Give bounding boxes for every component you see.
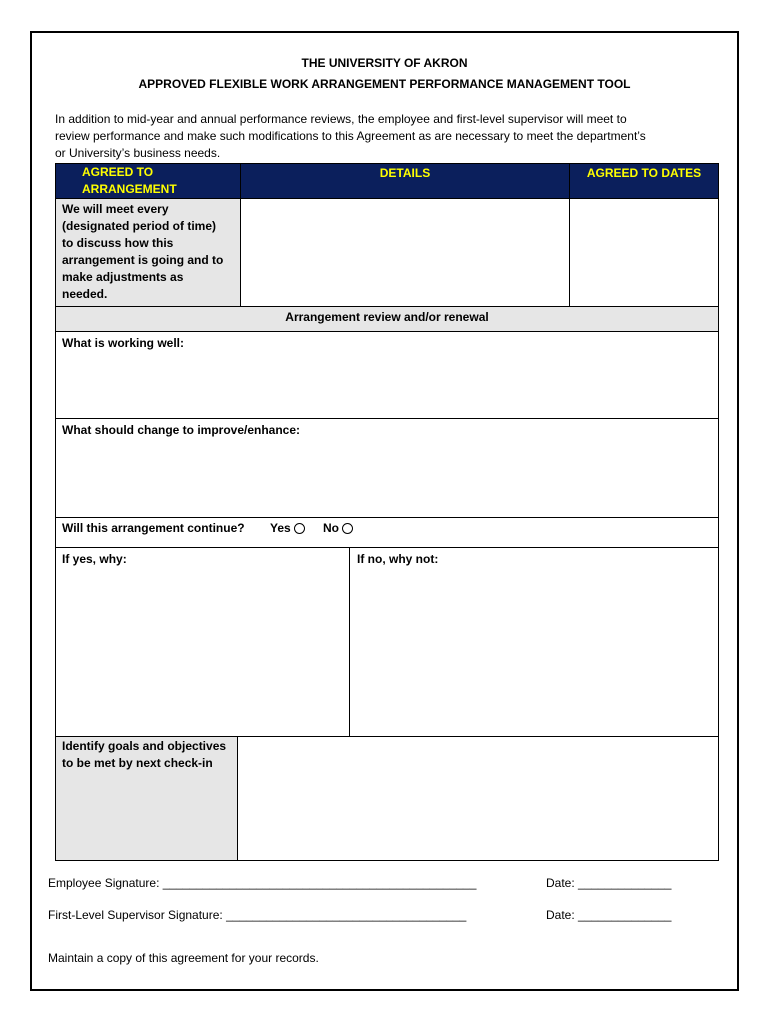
intro-line-1: In addition to mid-year and annual performance reviews, the employee and first-level supervisor will meet to [55,112,627,126]
header-agreed-line2: ARRANGEMENT [82,182,177,196]
if-yes-label: If yes, why: [62,552,127,566]
tool-title: APPROVED FLEXIBLE WORK ARRANGEMENT PERFORMANCE MANAGEMENT TOOL [138,77,631,91]
meet-line-6: needed. [62,287,108,301]
if-no-field[interactable] [349,547,719,737]
working-well-label: What is working well: [62,336,185,350]
working-well-field[interactable] [55,331,719,419]
review-heading-cell [55,306,719,332]
header-agreed-line1: AGREED TO [82,165,154,179]
supervisor-signature-line[interactable]: First-Level Supervisor Signature: ____________________________________ [48,908,467,922]
goals-line-2: to be met by next check-in [62,756,213,770]
meet-line-4: arrangement is going and to [62,253,224,267]
continue-row [55,517,719,548]
employee-signature-line[interactable]: Employee Signature: _______________________________________________ [48,876,477,890]
yes-label: Yes [270,521,291,535]
employee-date-line[interactable]: Date: ______________ [546,876,672,890]
meet-line-5: make adjustments as [62,270,184,284]
meet-line-3: to discuss how this [62,236,174,250]
should-change-field[interactable] [55,418,719,518]
should-change-label: What should change to improve/enhance: [62,423,301,437]
footer-note: Maintain a copy of this agreement for your records. [48,951,319,965]
university-title: THE UNIVERSITY OF AKRON [301,56,468,70]
review-heading: Arrangement review and/or renewal [285,310,489,324]
goals-label-cell [55,736,238,861]
yes-radio[interactable] [294,523,305,534]
details-field[interactable] [240,198,570,307]
continue-question: Will this arrangement continue? [62,521,245,535]
if-no-label: If no, why not: [357,552,439,566]
header-details: DETAILS [379,166,431,180]
intro-line-3: or University’s business needs. [55,146,221,160]
if-yes-field[interactable] [55,547,350,737]
header-dates-cell [569,163,719,199]
supervisor-date-line[interactable]: Date: ______________ [546,908,672,922]
meet-line-2: (designated period of time) [62,219,217,233]
yes-option[interactable] [270,520,305,537]
header-dates: AGREED TO DATES [586,166,702,180]
goals-field[interactable] [237,736,719,861]
goals-line-1: Identify goals and objectives [62,739,227,753]
meet-every-cell [55,198,241,307]
header-agreed-cell [55,163,241,199]
intro-line-2: review performance and make such modifications to this Agreement as are necessary to meet the department’s [55,129,646,143]
agreed-dates-field[interactable] [569,198,719,307]
no-radio[interactable] [342,523,353,534]
no-option[interactable] [323,520,353,537]
meet-line-1: We will meet every [62,202,169,216]
no-label: No [323,521,339,535]
header-details-cell [240,163,570,199]
